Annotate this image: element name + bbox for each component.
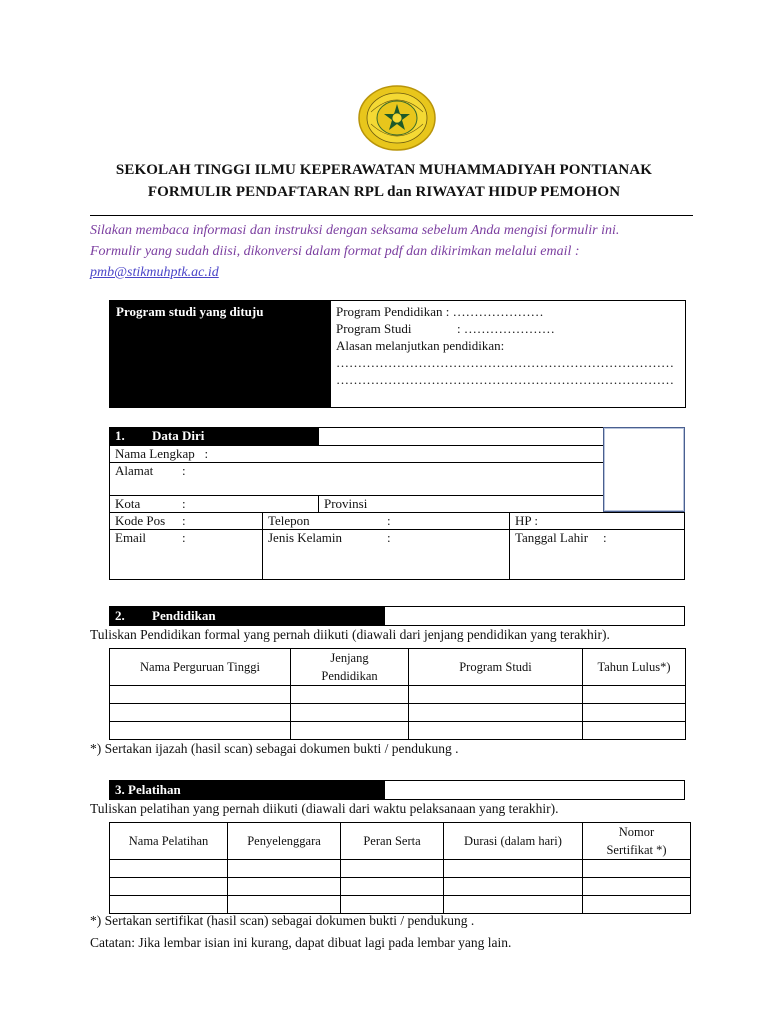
table-cell[interactable] (444, 896, 583, 914)
colon: : (182, 463, 186, 478)
email-label: Email (115, 530, 147, 545)
email-field[interactable] (109, 529, 263, 580)
photo-placeholder[interactable] (603, 427, 685, 512)
program-pendidikan-field[interactable]: Program Pendidikan : ………………… (336, 304, 544, 319)
table-cell[interactable] (341, 896, 444, 914)
table-cell[interactable] (291, 704, 409, 722)
alasan-label: Alasan melanjutkan pendidikan: (336, 338, 505, 353)
jenis-kelamin-label: Jenis Kelamin (268, 530, 343, 545)
data-diri-number: 1. (115, 428, 125, 443)
pendidikan-header-blank (384, 606, 685, 626)
table-cell[interactable] (228, 878, 341, 896)
pelatihan-header-blank (384, 780, 685, 800)
data-diri-header (109, 427, 319, 446)
table-cell[interactable] (444, 878, 583, 896)
colon: : (182, 530, 186, 545)
divider (90, 215, 693, 216)
pendidikan-title: Pendidikan (152, 608, 216, 623)
col-durasi: Durasi (dalam hari) (444, 823, 583, 860)
stikmuh-logo-icon (357, 84, 437, 152)
form-title: FORMULIR PENDAFTARAN RPL dan RIWAYAT HIDUP PEMOHON (147, 184, 621, 200)
alasan-line-1[interactable]: …………………………………………………………………… (336, 355, 674, 370)
instruction-line-2: Formulir yang sudah diisi, dikonversi dalam format pdf dan dikirimkan melalui email : (90, 244, 580, 259)
program-fields[interactable] (331, 301, 686, 408)
program-label: Program studi yang dituju (110, 301, 331, 408)
table-cell[interactable] (583, 896, 691, 914)
pendidikan-instruction: Tuliskan Pendidikan formal yang pernah diikuti (diawali dari jenjang pendidikan yang terakhir). (90, 627, 610, 642)
pelatihan-header: 3. Pelatihan (109, 780, 385, 800)
table-cell[interactable] (110, 896, 228, 914)
col-peran-serta: Peran Serta (341, 823, 444, 860)
col-nama-perguruan-tinggi: Nama Perguruan Tinggi (110, 649, 291, 686)
col-nama-pelatihan: Nama Pelatihan (110, 823, 228, 860)
colon: : (387, 530, 391, 545)
table-cell[interactable] (110, 686, 291, 704)
table-cell[interactable] (583, 878, 691, 896)
institution-title: SEKOLAH TINGGI ILMU KEPERAWATAN MUHAMMADIYAH PONTIANAK (115, 162, 653, 178)
table-cell[interactable] (341, 878, 444, 896)
colon: : (603, 530, 607, 545)
program-studi-field[interactable] (336, 320, 680, 337)
colon: : (182, 513, 186, 528)
colon: : (182, 496, 186, 511)
colon: : (387, 513, 391, 528)
alamat-field[interactable] (109, 462, 604, 496)
email-link[interactable]: pmb@stikmuhptk.ac.id (90, 265, 219, 280)
provinsi-field[interactable] (318, 495, 604, 513)
table-cell[interactable] (583, 722, 686, 740)
instructions-text (90, 220, 693, 283)
col-program-studi: Program Studi (409, 649, 583, 686)
table-cell[interactable] (583, 704, 686, 722)
col-tahun-lulus: Tahun Lulus*) (583, 649, 686, 686)
kode-pos-label: Kode Pos (115, 513, 166, 528)
table-cell[interactable] (228, 860, 341, 878)
table-cell[interactable] (409, 704, 583, 722)
table-cell[interactable] (110, 878, 228, 896)
pelatihan-table (109, 822, 691, 914)
catatan-note: Catatan: Jika lembar isian ini kurang, dapat dibuat lagi pada lembar yang lain. (90, 935, 512, 950)
table-cell[interactable] (110, 722, 291, 740)
table-cell[interactable] (228, 896, 341, 914)
table-cell[interactable] (110, 704, 291, 722)
nama-lengkap-field[interactable] (109, 445, 604, 463)
hp-label: HP : (515, 513, 538, 528)
tanggal-lahir-label: Tanggal Lahir (515, 530, 589, 545)
pendidikan-note: *) Sertakan ijazah (hasil scan) sebagai dokumen bukti / pendukung . (90, 741, 459, 756)
pendidikan-number: 2. (115, 608, 125, 623)
program-studi-value: : ………………… (457, 321, 555, 336)
kota-field[interactable] (109, 495, 319, 513)
nama-lengkap-label: Nama Lengkap (115, 446, 195, 461)
table-cell[interactable] (341, 860, 444, 878)
jenis-kelamin-field[interactable] (262, 529, 510, 580)
instruction-line-1: Silakan membaca informasi dan instruksi dengan seksama sebelum Anda mengisi formulir ini. (90, 223, 620, 238)
table-cell[interactable] (583, 686, 686, 704)
alamat-label: Alamat (115, 463, 154, 478)
pelatihan-note: *) Sertakan sertifikat (hasil scan) sebagai dokumen bukti / pendukung . (90, 913, 475, 928)
pendidikan-header (109, 606, 385, 626)
table-cell[interactable] (110, 860, 228, 878)
table-cell[interactable] (409, 722, 583, 740)
alasan-line-2[interactable]: …………………………………………………………………… (336, 372, 674, 387)
hp-field[interactable] (509, 512, 685, 530)
program-studi-label: Program Studi (336, 321, 412, 336)
table-cell[interactable] (444, 860, 583, 878)
table-cell[interactable] (291, 686, 409, 704)
telepon-field[interactable] (262, 512, 510, 530)
pelatihan-instruction: Tuliskan pelatihan yang pernah diikuti (diawali dari waktu pelaksanaan yang terakhir). (90, 801, 559, 816)
tanggal-lahir-field[interactable] (509, 529, 685, 580)
table-cell[interactable] (291, 722, 409, 740)
data-diri-header-blank (318, 427, 604, 446)
col-penyelenggara: Penyelenggara (228, 823, 341, 860)
table-cell[interactable] (409, 686, 583, 704)
data-diri-title: Data Diri (152, 428, 205, 443)
kota-label: Kota (115, 496, 141, 511)
telepon-label: Telepon (268, 513, 310, 528)
pendidikan-table (109, 648, 686, 740)
col-nomor-sertifikat (583, 823, 691, 860)
colon: : (204, 446, 209, 461)
col-jenjang-pendidikan (291, 649, 409, 686)
kode-pos-field[interactable] (109, 512, 263, 530)
col-nomor-sertifikat-text: Nomor Sertifikat *) (606, 825, 667, 857)
col-jenjang-text: Jenjang Pendidikan (321, 651, 378, 683)
program-table (109, 300, 686, 408)
table-cell[interactable] (583, 860, 691, 878)
provinsi-label: Provinsi (324, 496, 368, 511)
